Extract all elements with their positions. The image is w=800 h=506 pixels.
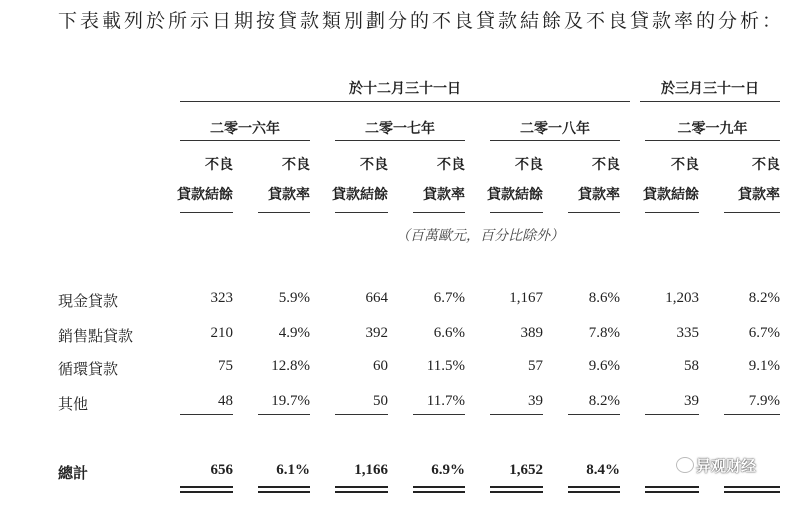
rule-total-double — [335, 486, 388, 493]
rule-total-double — [645, 486, 699, 493]
row-label: 其他 — [58, 395, 89, 413]
rule-col-header — [645, 212, 699, 213]
rule-year-2019 — [645, 140, 780, 141]
rule-subtotal — [413, 414, 465, 415]
rule-subtotal — [645, 414, 699, 415]
col-header-npl-balance — [158, 150, 233, 210]
table-cell: 335 — [676, 325, 699, 341]
total-cell: 8.4% — [586, 462, 620, 478]
rule-col-header — [568, 212, 620, 213]
header-mar31: 於三月三十一日 — [661, 81, 759, 97]
table-cell: 11.5% — [426, 358, 465, 374]
col-header-npl-ratio — [560, 150, 620, 210]
rule-group-mar — [640, 101, 780, 102]
watermark — [676, 455, 756, 476]
watermark-text: 异观财经 — [696, 457, 757, 475]
col-header-npl-ratio — [405, 150, 465, 210]
year-2016: 二零一六年 — [210, 121, 280, 137]
table-cell: 57 — [528, 358, 543, 374]
row-label: 循環貸款 — [58, 360, 119, 378]
rule-subtotal — [490, 414, 543, 415]
rule-subtotal — [335, 414, 388, 415]
table-cell: 8.2% — [588, 393, 620, 409]
table-cell: 5.9% — [278, 290, 310, 306]
rule-total-double — [568, 486, 620, 493]
table-cell: 6.7% — [433, 290, 465, 306]
col-header-line1: 不良 — [515, 157, 543, 173]
total-cell: 6.9% — [431, 462, 465, 478]
rule-subtotal — [724, 414, 780, 415]
rule-col-header — [413, 212, 465, 213]
table-cell: 210 — [210, 325, 233, 341]
col-header-line1: 不良 — [437, 157, 465, 173]
table-cell: 9.1% — [748, 358, 780, 374]
year-2018: 二零一八年 — [520, 121, 590, 137]
table-cell: 9.6% — [588, 358, 620, 374]
rule-year-2016 — [180, 140, 310, 141]
total-label: 總計 — [58, 464, 89, 482]
col-header-line2: 貸款率 — [268, 187, 310, 203]
col-header-line1: 不良 — [205, 157, 233, 173]
table-cell: 7.8% — [588, 325, 620, 341]
col-header-line2: 貸款結餘 — [487, 187, 543, 203]
year-2017: 二零一七年 — [365, 121, 435, 137]
table-cell: 39 — [528, 393, 543, 409]
rule-total-double — [413, 486, 465, 493]
col-header-line1: 不良 — [360, 157, 388, 173]
rule-year-2017 — [335, 140, 465, 141]
table-cell: 48 — [218, 393, 233, 409]
col-header-npl-balance — [313, 150, 388, 210]
rule-total-double — [490, 486, 543, 493]
col-header-npl-balance — [468, 150, 543, 210]
col-header-line2: 貸款率 — [578, 187, 620, 203]
col-header-line2: 貸款率 — [738, 187, 780, 203]
table-cell: 8.6% — [588, 290, 620, 306]
col-header-line2: 貸款結餘 — [332, 187, 388, 203]
rule-subtotal — [258, 414, 310, 415]
row-label: 現金貸款 — [58, 292, 119, 310]
col-header-line2: 貸款結餘 — [177, 187, 233, 203]
col-header-npl-balance — [624, 150, 699, 210]
table-cell: 58 — [684, 358, 699, 374]
rule-subtotal — [568, 414, 620, 415]
rule-total-double — [180, 486, 233, 493]
table-cell: 1,203 — [665, 290, 699, 306]
col-header-npl-ratio — [250, 150, 310, 210]
unit-note: （百萬歐元，百分比除外） — [396, 228, 564, 244]
col-header-line2: 貸款率 — [423, 187, 465, 203]
table-cell: 19.7% — [271, 393, 310, 409]
table-cell: 389 — [520, 325, 543, 341]
rule-col-header — [724, 212, 780, 213]
total-cell: 1,652 — [509, 462, 543, 478]
col-header-line1: 不良 — [592, 157, 620, 173]
table-cell: 12.8% — [271, 358, 310, 374]
table-cell: 50 — [373, 393, 388, 409]
col-header-npl-ratio — [720, 150, 780, 210]
table-cell: 1,167 — [509, 290, 543, 306]
table-cell: 392 — [365, 325, 388, 341]
table-cell: 39 — [684, 393, 699, 409]
table-cell: 75 — [218, 358, 233, 374]
rule-col-header — [180, 212, 233, 213]
rule-col-header — [490, 212, 543, 213]
rule-total-double — [724, 486, 780, 493]
table-cell: 6.7% — [748, 325, 780, 341]
col-header-line1: 不良 — [282, 157, 310, 173]
rule-col-header — [258, 212, 310, 213]
table-cell: 7.9% — [748, 393, 780, 409]
table-cell: 60 — [373, 358, 388, 374]
header-dec31: 於十二月三十一日 — [349, 81, 461, 97]
rule-total-double — [258, 486, 310, 493]
intro-text: 下表載列於所示日期按貸款類別劃分的不良貸款結餘及不良貸款率的分析： — [58, 10, 785, 32]
rule-year-2018 — [490, 140, 620, 141]
row-label: 銷售點貸款 — [58, 327, 134, 345]
rule-col-header — [335, 212, 388, 213]
table-cell: 4.9% — [278, 325, 310, 341]
col-header-line1: 不良 — [752, 157, 780, 173]
col-header-line1: 不良 — [671, 157, 699, 173]
table-cell: 664 — [365, 290, 388, 306]
col-header-line2: 貸款結餘 — [643, 187, 699, 203]
year-2019: 二零一九年 — [677, 121, 748, 137]
table-cell: 8.2% — [748, 290, 780, 306]
wechat-icon — [676, 457, 694, 473]
rule-subtotal — [180, 414, 233, 415]
table-cell: 11.7% — [426, 393, 465, 409]
total-cell: 6.1% — [276, 462, 310, 478]
rule-group-dec — [180, 101, 630, 102]
table-cell: 323 — [210, 290, 233, 306]
total-cell: 1,166 — [354, 462, 388, 478]
total-cell: 656 — [210, 462, 233, 478]
table-cell: 6.6% — [433, 325, 465, 341]
